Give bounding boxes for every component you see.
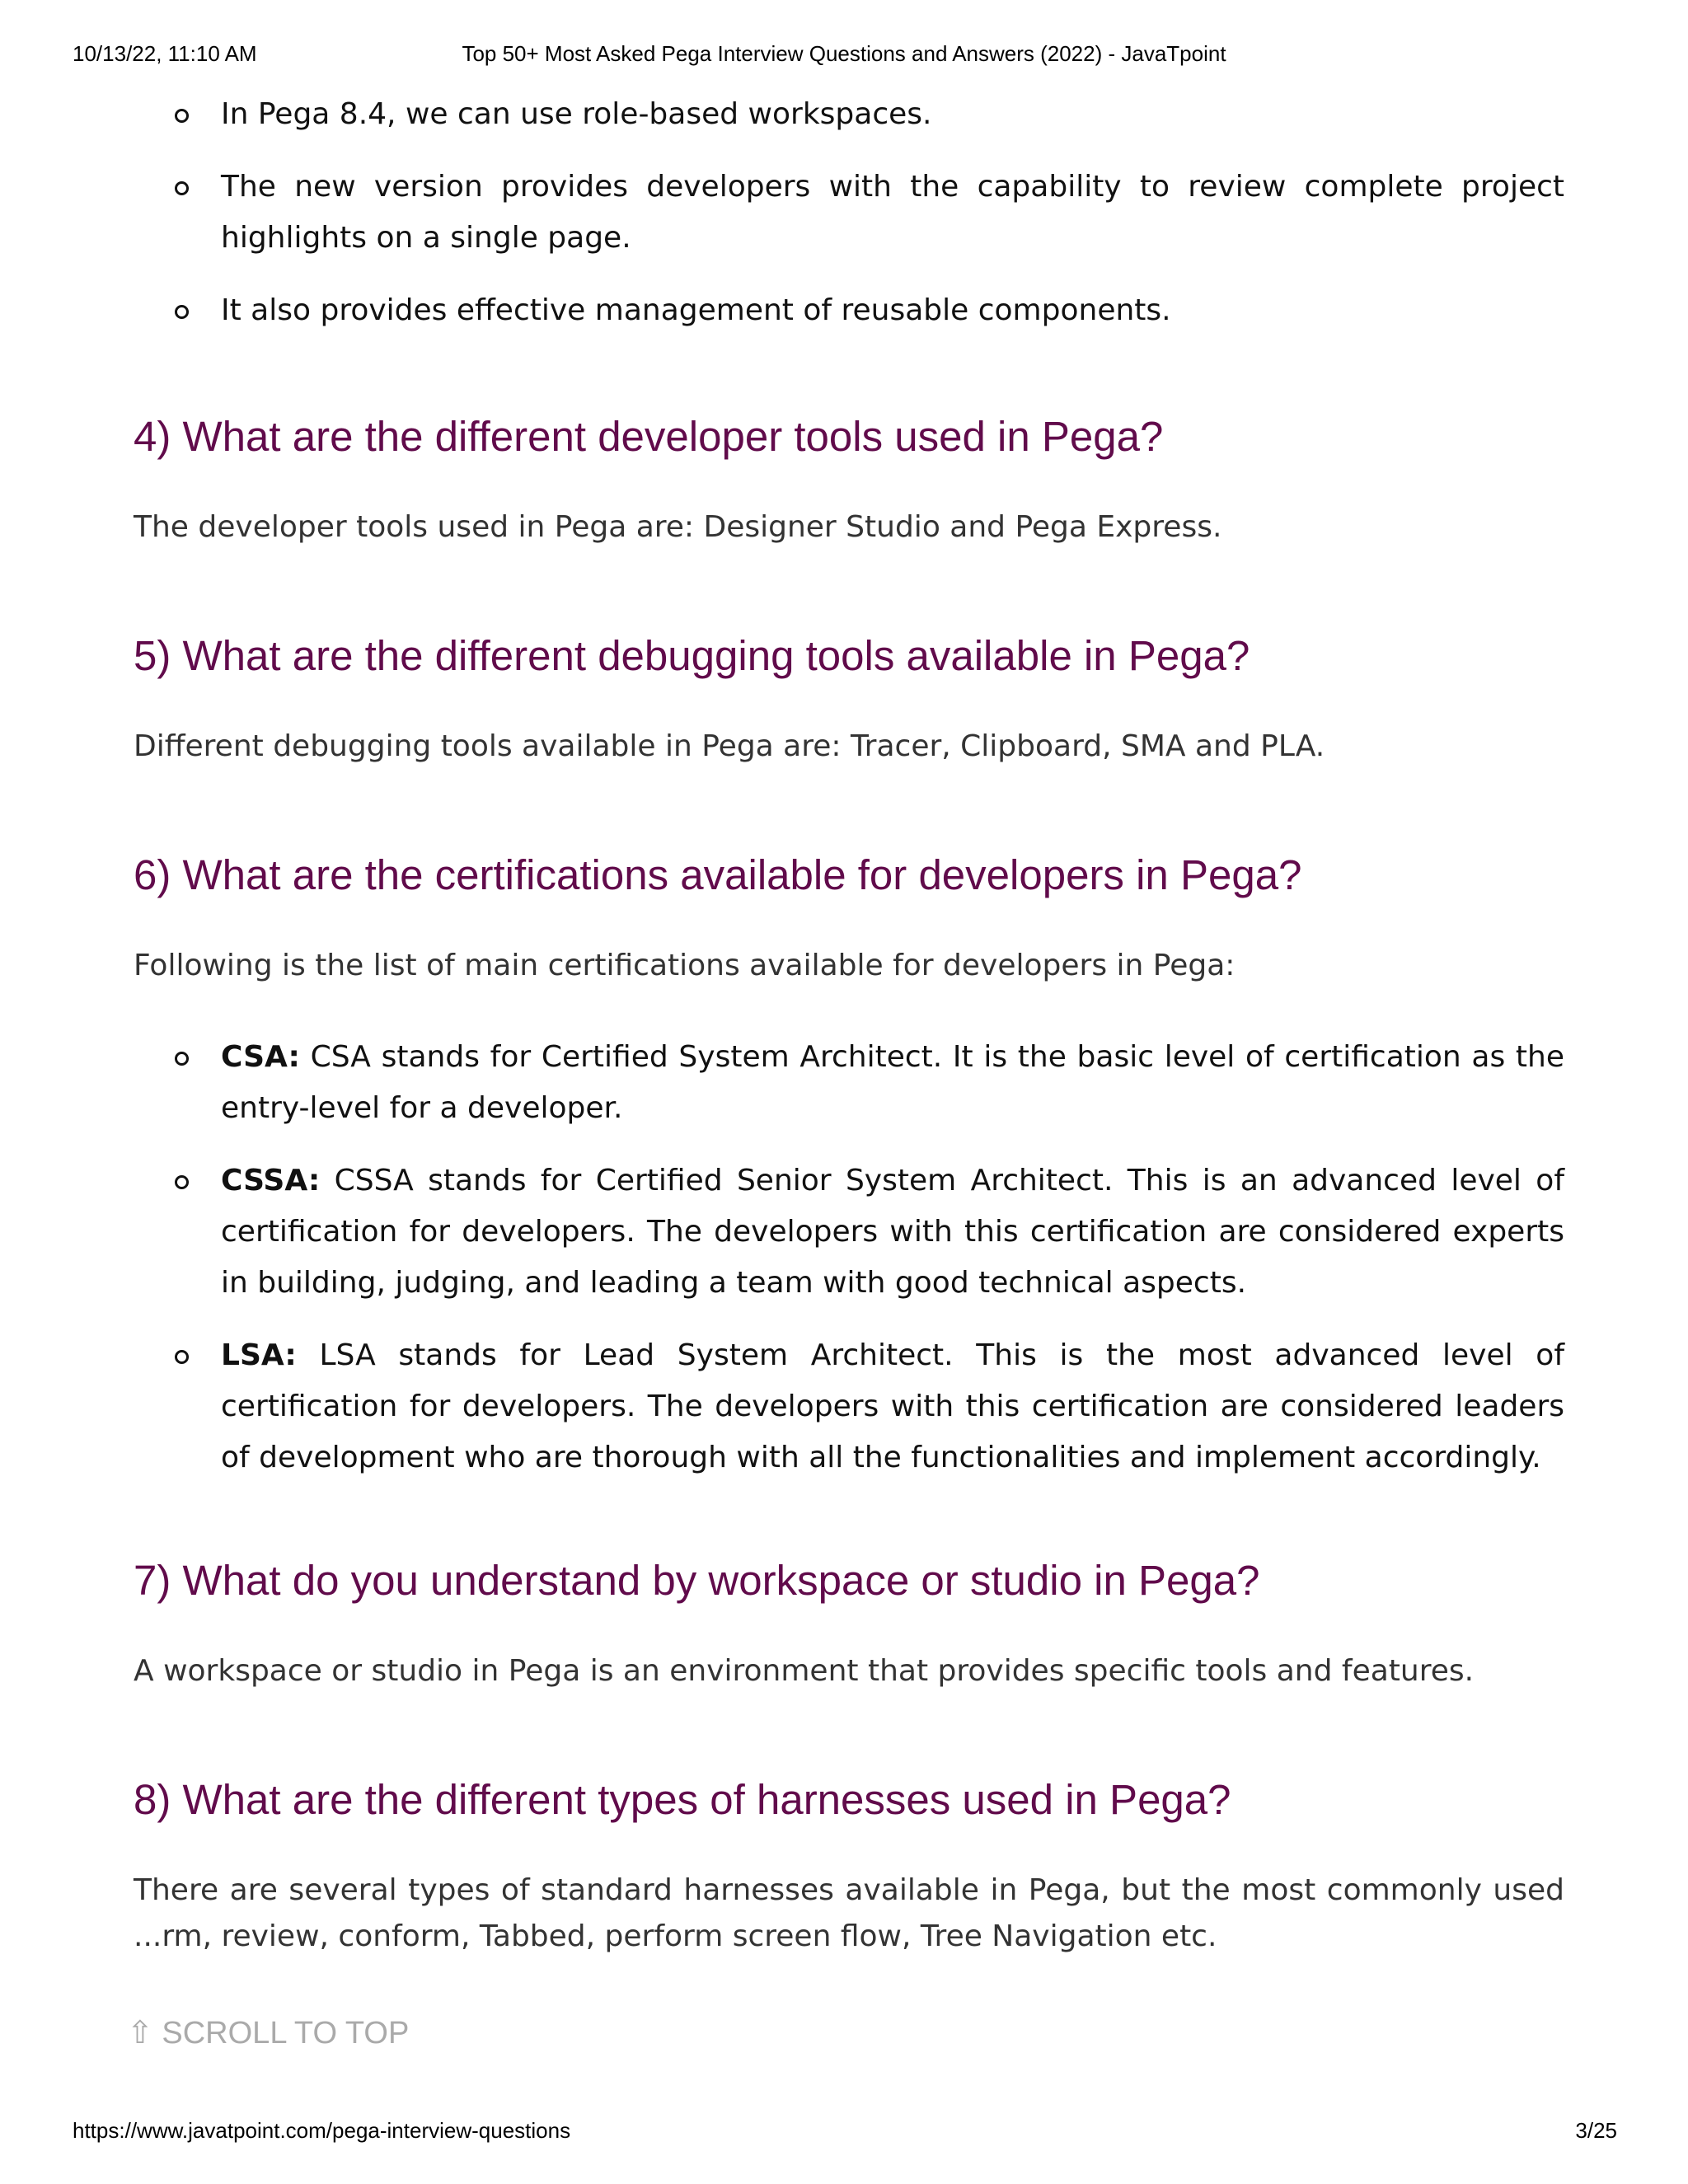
certification-description: CSSA stands for Certified Senior System Architect. This is an advanced level of certification for developers. The developers with this certification are considered experts in building, judging, and leading a team with good technical aspects. xyxy=(221,1164,1564,1300)
list-item xyxy=(221,1155,1564,1309)
certification-term: LSA: xyxy=(221,1338,297,1372)
page-number: 3/25 xyxy=(1575,2118,1617,2143)
bullet-circle-icon xyxy=(175,181,189,195)
bullet-circle-icon xyxy=(175,1052,189,1066)
print-url: https://www.javatpoint.com/pega-interview-questions xyxy=(73,2118,571,2143)
scroll-to-top-button[interactable]: ⇧ SCROLL TO TOP xyxy=(122,2011,414,2055)
q3-bullet-list xyxy=(134,89,1564,336)
print-footer xyxy=(0,2118,1688,2144)
list-item: The new version provides developers with the capability to review complete project highlights on a single page. xyxy=(221,162,1564,264)
question-heading-8: 8) What are the different types of harnesses used in Pega? xyxy=(134,1776,1231,1823)
certification-term: CSA: xyxy=(221,1040,300,1074)
answer-5: Different debugging tools available in Pega are: Tracer, Clipboard, SMA and PLA. xyxy=(134,729,1325,763)
certification-description: LSA stands for Lead System Architect. This is the most advanced level of certification for developers. The developers with this certification are considered leaders of development who are thorough with all the functionalities and implement accordingly. xyxy=(221,1338,1564,1474)
answer-7: A workspace or studio in Pega is an environment that provides specific tools and features. xyxy=(134,1654,1475,1688)
bullet-circle-icon xyxy=(175,109,189,123)
article-content xyxy=(134,89,1564,1960)
question-heading-4: 4) What are the different developer tools used in Pega? xyxy=(134,413,1164,460)
certification-description: CSA stands for Certified System Architect. It is the basic level of certification as the entry-level for a developer. xyxy=(221,1040,1564,1125)
list-item xyxy=(221,1032,1564,1134)
bullet-circle-icon xyxy=(175,305,189,319)
print-page-title: Top 50+ Most Asked Pega Interview Questions and Answers (2022) - JavaTpoint xyxy=(462,41,1226,66)
print-header xyxy=(0,41,1688,68)
list-item: In Pega 8.4, we can use role-based workspaces. xyxy=(221,89,1564,140)
bullet-circle-icon xyxy=(175,1350,189,1364)
answer-6: Following is the list of main certifications available for developers in Pega: xyxy=(134,949,1236,982)
question-heading-5: 5) What are the different debugging tools available in Pega? xyxy=(134,632,1250,679)
answer-8: There are several types of standard harnesses available in Pega, but the most commonly used ...rm, review, conform, Tabbed, perform screen flow, Tree Navigation etc. xyxy=(134,1873,1564,1953)
bullet-circle-icon xyxy=(175,1175,189,1189)
question-heading-6: 6) What are the certifications available for developers in Pega? xyxy=(134,851,1302,898)
print-datetime: 10/13/22, 11:10 AM xyxy=(73,41,257,66)
certification-term: CSSA: xyxy=(221,1164,321,1197)
certification-list xyxy=(134,1032,1564,1483)
answer-4: The developer tools used in Pega are: Designer Studio and Pega Express. xyxy=(134,510,1222,544)
list-item: It also provides effective management of reusable components. xyxy=(221,285,1564,336)
list-item xyxy=(221,1330,1564,1483)
question-heading-7: 7) What do you understand by workspace or studio in Pega? xyxy=(134,1557,1260,1604)
